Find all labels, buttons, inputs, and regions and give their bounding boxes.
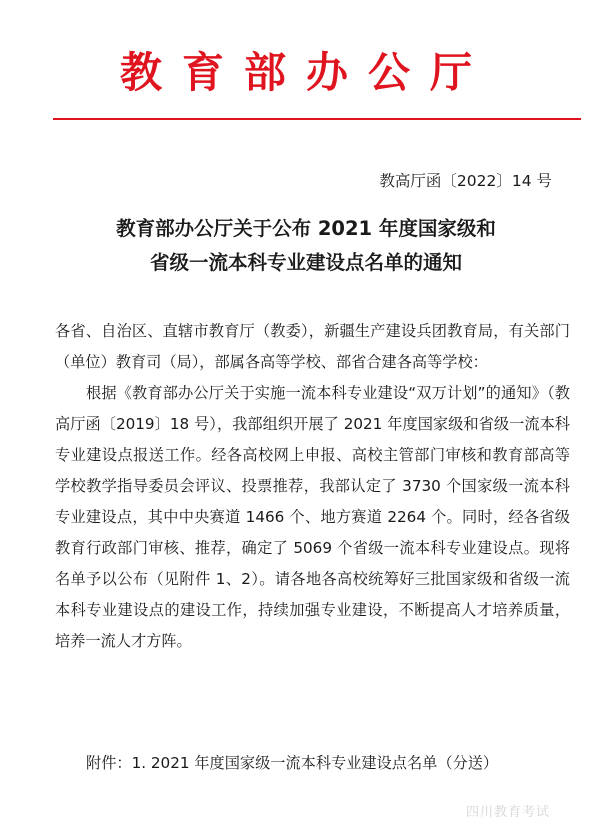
issuer-header: 教育部办公厅 — [119, 48, 492, 97]
salutation: 各省、自治区、直辖市教育厅（教委），新疆生产建设兵团教育局，有关部门（单位）教育司（局），部属各高等学校、部省合建各高等学校： — [55, 322, 570, 371]
body-paragraph: 根据《教育部办公厅关于实施一流本科专业建设“双万计划”的通知》（教高厅函〔2019〕18 号），我部组织开展了 2021 年度国家级和省级一流本科专业建设点报送工作。经各高校网上申报、高校主管部门审核和教育部高等学校教学指导委员会评议、投票推荐，我部认定了 3730 个国家级一流本科专业建设点，其中中央赛道 1466 个、地方赛道 2264 个。同时，经各省级教育行政部门审核、推荐，确定了 5069 个省级一流本科专业建设点。现将名单予以公布（见附件 1、2）。请各地各高校统筹好三批国家级和省级一流本科专业建设点的建设工作，持续加强专业建设，不断提高人才培养质量，培养一流人才方阵。 — [55, 384, 570, 650]
document-number: 教高厅函〔2022〕14 号 — [379, 172, 552, 190]
attachment-line: 附件：1. 2021 年度国家级一流本科专业建设点名单（分送） — [86, 754, 499, 772]
document-body — [55, 316, 570, 657]
document-title — [40, 212, 572, 280]
title-line-1: 教育部办公厅关于公布 2021 年度国家级和 — [116, 217, 496, 240]
title-line-2: 省级一流本科专业建设点名单的通知 — [149, 251, 462, 274]
watermark: 四川教育考试 — [465, 805, 550, 820]
red-divider-line — [53, 118, 581, 120]
